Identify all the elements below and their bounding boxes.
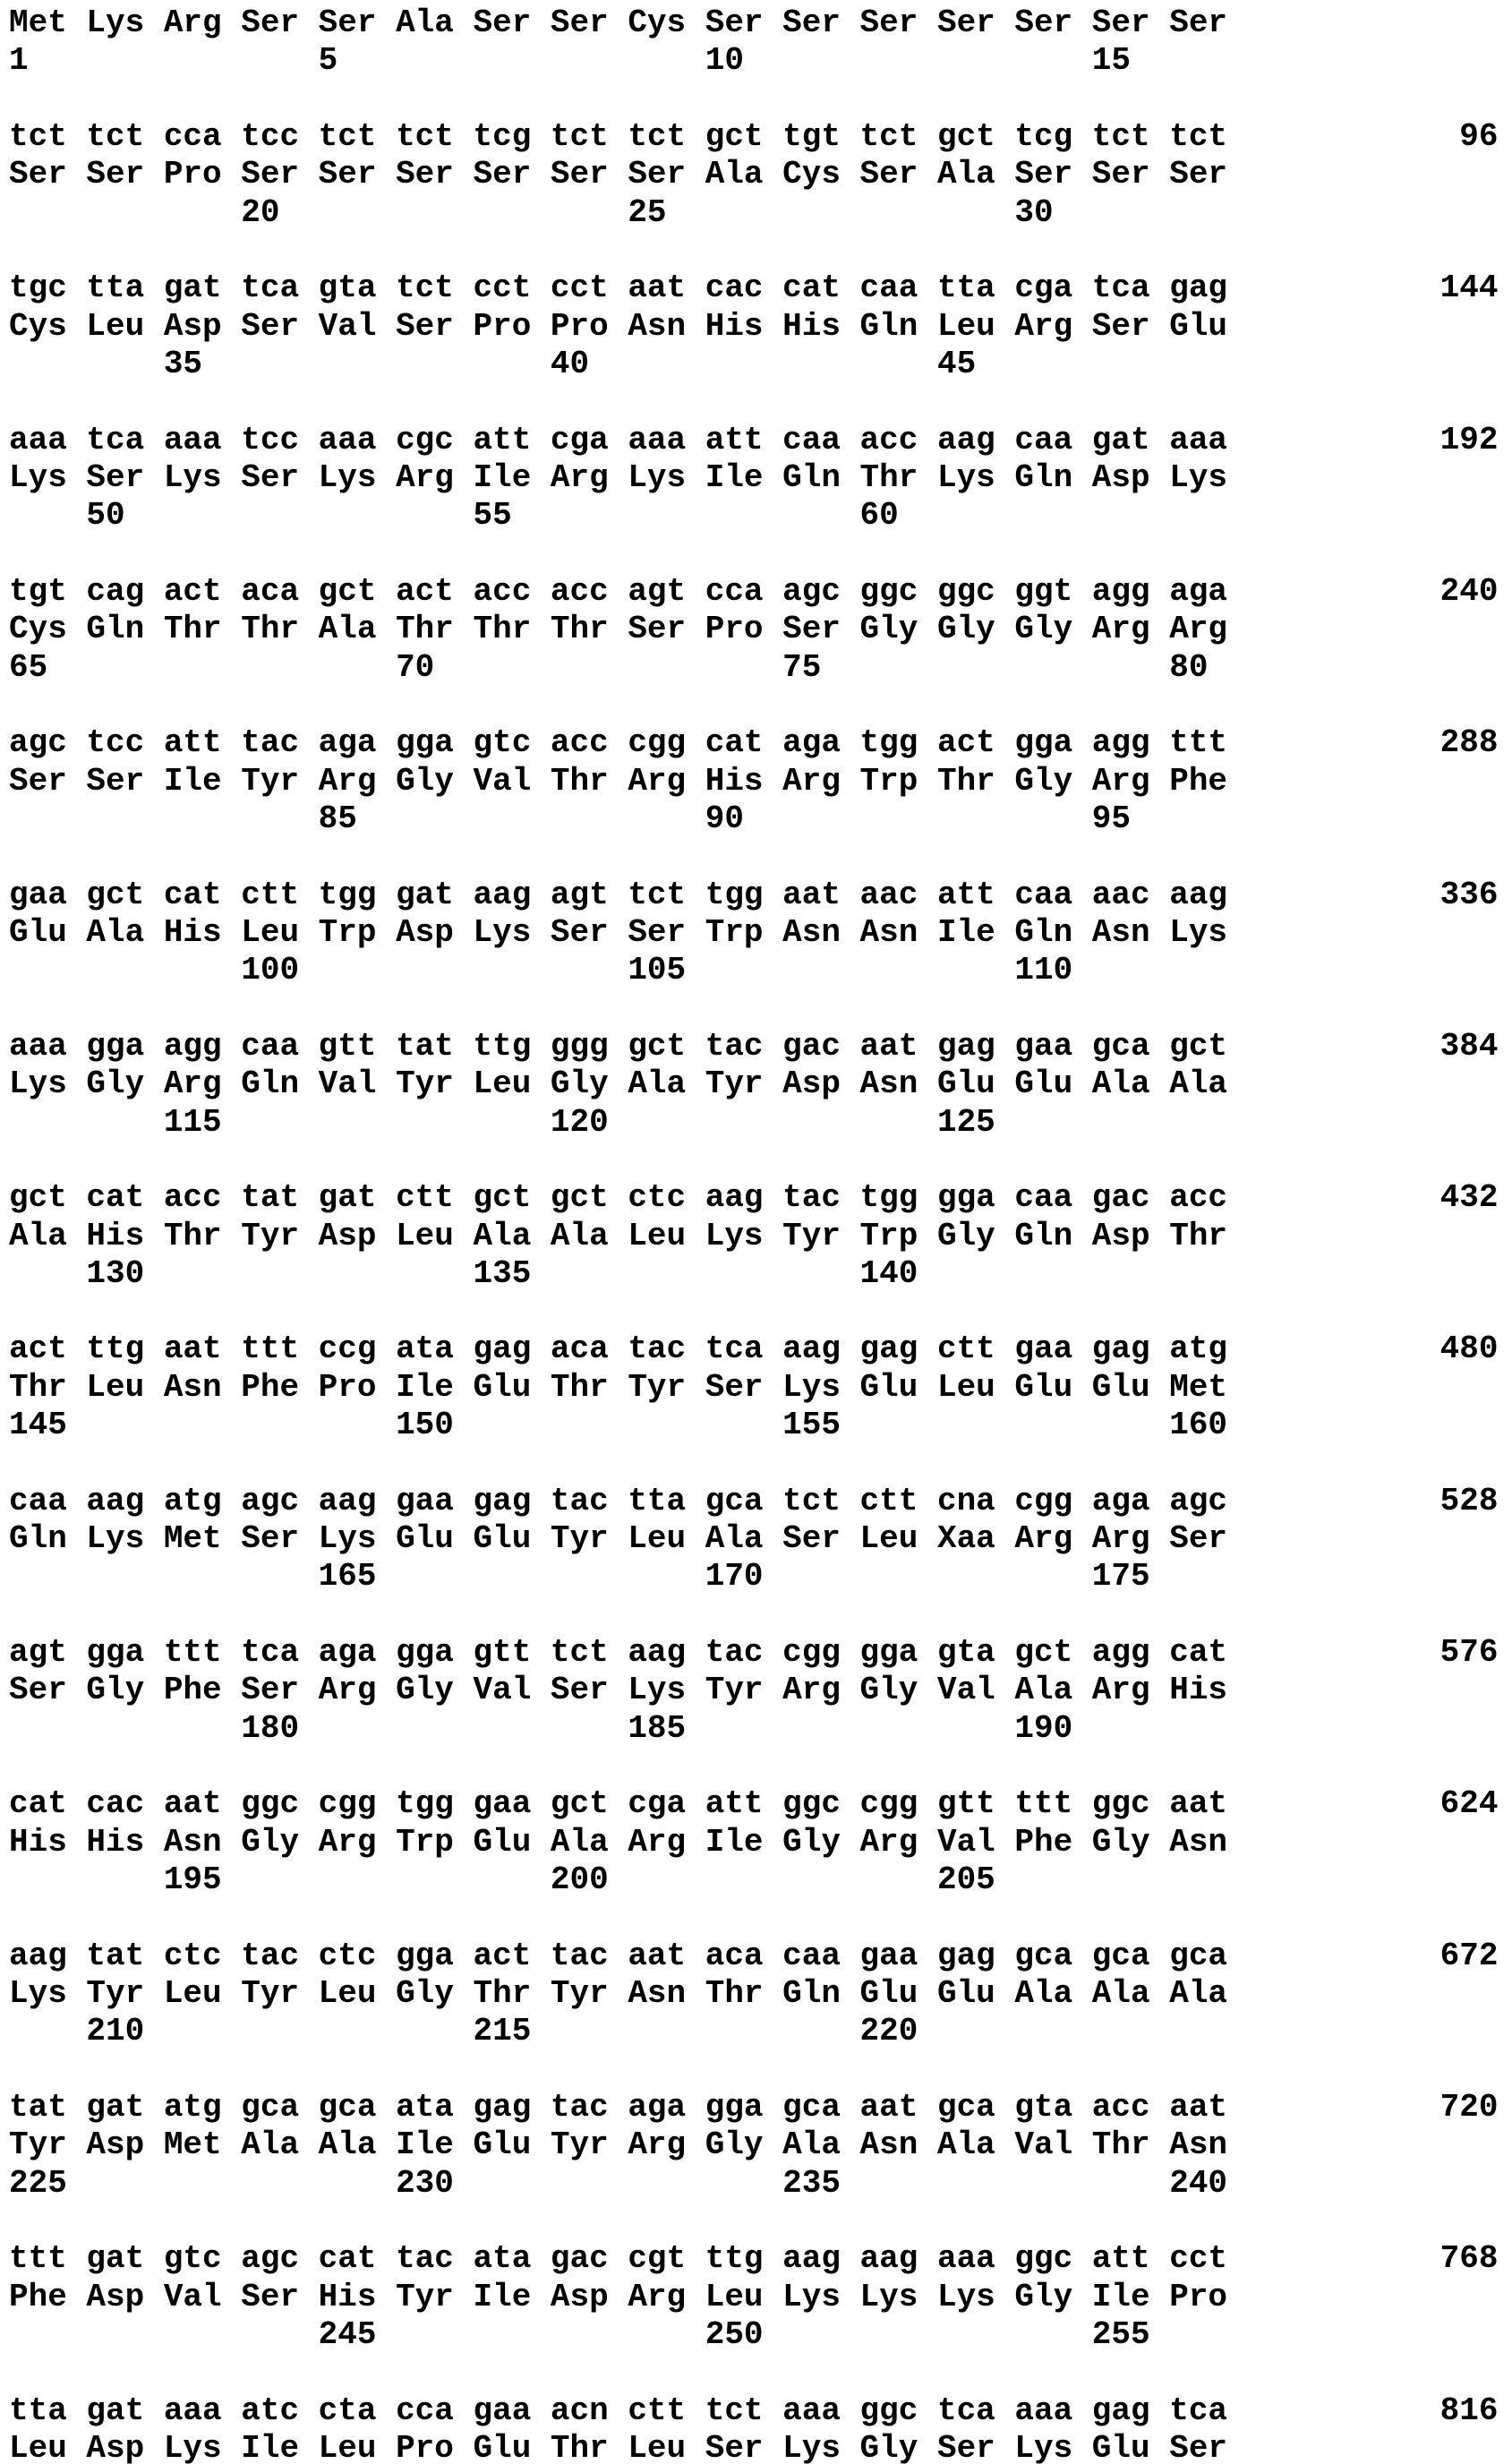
sequence-block — [9, 1028, 1512, 1142]
nucleotide-line: agc tcc att tac aga gga gtc acc cgg cat aga tgg act gga agg ttt 288 — [9, 724, 1499, 762]
sequence-block — [9, 422, 1512, 535]
residue-number-line: 65 70 75 80 — [9, 648, 1209, 686]
residue-number-line: 180 185 190 — [9, 1709, 1073, 1747]
nucleotide-line: tgt cag act aca gct act acc acc agt cca agc ggc ggc ggt agg aga 240 — [9, 572, 1499, 610]
residue-number-line: 225 230 235 240 — [9, 2164, 1228, 2202]
residue-number-line: 35 40 45 — [9, 345, 977, 382]
nucleotide-line: aaa gga agg caa gtt tat ttg ggg gct tac gac aat gag gaa gca gct 384 — [9, 1027, 1499, 1065]
nucleotide-line: tct tct cca tcc tct tct tcg tct tct gct tgt tct gct tcg tct tct 96 — [9, 117, 1499, 155]
amino-acid-line: Ala His Thr Tyr Asp Leu Ala Ala Leu Lys Tyr Trp Gly Gln Asp Thr — [9, 1217, 1228, 1254]
nucleotide-line: aag tat ctc tac ctc gga act tac aat aca caa gaa gag gca gca gca 672 — [9, 1937, 1499, 1974]
nucleotide-line: caa aag atg agc aag gaa gag tac tta gca tct ctt cna cgg aga agc 528 — [9, 1482, 1499, 1519]
nucleotide-line: tat gat atg gca gca ata gag tac aga gga gca aat gca gta acc aat 720 — [9, 2089, 1499, 2126]
nucleotide-line: tgc tta gat tca gta tct cct cct aat cac cat caa tta cga tca gag 144 — [9, 270, 1499, 307]
amino-acid-line: Phe Asp Val Ser His Tyr Ile Asp Arg Leu Lys Lys Lys Gly Ile Pro — [9, 2278, 1228, 2315]
residue-number-line: 20 25 30 — [9, 193, 1054, 231]
nucleotide-line: gct cat acc tat gat ctt gct gct ctc aag tac tgg gga caa gac acc 432 — [9, 1179, 1499, 1217]
sequence-listing — [9, 4, 1512, 2464]
nucleotide-line: act ttg aat ttt ccg ata gag aca tac tca aag gag ctt gaa gag atg 480 — [9, 1330, 1499, 1368]
amino-acid-line: Lys Gly Arg Gln Val Tyr Leu Gly Ala Tyr Asp Asn Glu Glu Ala Ala — [9, 1065, 1228, 1103]
nucleotide-line: aaa tca aaa tcc aaa cgc att cga aaa att caa acc aag caa gat aaa 192 — [9, 421, 1499, 458]
amino-acid-line: Glu Ala His Leu Trp Asp Lys Ser Ser Trp Asn Asn Ile Gln Asn Lys — [9, 913, 1228, 951]
sequence-block — [9, 877, 1512, 990]
nucleotide-line: ttt gat gtc agc cat tac ata gac cgt ttg aag aag aaa ggc att cct 768 — [9, 2240, 1499, 2278]
sequence-block — [9, 2089, 1512, 2203]
sequence-block — [9, 1483, 1512, 1596]
sequence-block — [9, 2392, 1512, 2464]
sequence-block — [9, 2240, 1512, 2354]
residue-number-line: 210 215 220 — [9, 2013, 918, 2050]
residue-number-line: 115 120 125 — [9, 1103, 995, 1141]
amino-acid-line: His His Asn Gly Arg Trp Glu Ala Arg Ile Gly Arg Val Phe Gly Asn — [9, 1823, 1228, 1861]
amino-acid-line: Lys Ser Lys Ser Lys Arg Ile Arg Lys Ile Gln Thr Lys Gln Asp Lys — [9, 458, 1228, 496]
amino-acid-line: Thr Leu Asn Phe Pro Ile Glu Thr Tyr Ser Lys Glu Leu Glu Glu Met — [9, 1368, 1228, 1406]
amino-acid-line: Leu Asp Lys Ile Leu Pro Glu Thr Leu Ser Lys Gly Ser Lys Glu Ser — [9, 2430, 1228, 2464]
amino-acid-line: Lys Tyr Leu Tyr Leu Gly Thr Tyr Asn Thr Gln Glu Glu Ala Ala Ala — [9, 1975, 1228, 2013]
residue-number-line: 145 150 155 160 — [9, 1407, 1228, 1444]
sequence-block — [9, 1330, 1512, 1444]
nucleotide-line: cat cac aat ggc cgg tgg gaa gct cga att ggc cgg gtt ttt ggc aat 624 — [9, 1785, 1499, 1823]
sequence-block — [9, 1634, 1512, 1748]
sequence-block — [9, 118, 1512, 232]
nucleotide-line: agt gga ttt tca aga gga gtt tct aag tac cgg gga gta gct agg cat 576 — [9, 1634, 1499, 1672]
residue-number-line: 85 90 95 — [9, 800, 1132, 837]
nucleotide-line: tta gat aaa atc cta cca gaa acn ctt tct aaa ggc tca aaa gag tca 816 — [9, 2391, 1499, 2429]
amino-acid-line: Cys Leu Asp Ser Val Ser Pro Pro Asn His His Gln Leu Arg Ser Glu — [9, 307, 1228, 345]
amino-acid-line: Met Lys Arg Ser Ser Ala Ser Ser Cys Ser Ser Ser Ser Ser Ser Ser — [9, 4, 1228, 41]
amino-acid-line: Cys Gln Thr Thr Ala Thr Thr Thr Ser Pro Ser Gly Gly Gly Arg Arg — [9, 611, 1228, 648]
amino-acid-line: Ser Gly Phe Ser Arg Gly Val Ser Lys Tyr Arg Gly Val Ala Arg His — [9, 1672, 1228, 1709]
residue-number-line: 130 135 140 — [9, 1254, 918, 1292]
residue-number-line: 50 55 60 — [9, 497, 899, 535]
residue-number-line: 1 5 10 15 — [9, 42, 1132, 80]
sequence-block — [9, 1179, 1512, 1293]
sequence-block — [9, 724, 1512, 838]
residue-number-line: 245 250 255 — [9, 2316, 1150, 2354]
amino-acid-line: Gln Lys Met Ser Lys Glu Glu Tyr Leu Ala Ser Leu Xaa Arg Arg Ser — [9, 1520, 1228, 1558]
sequence-block — [9, 1785, 1512, 1899]
residue-number-line: 165 170 175 — [9, 1558, 1150, 1596]
sequence-block — [9, 270, 1512, 383]
sequence-block — [9, 1938, 1512, 2051]
sequence-block — [9, 573, 1512, 687]
amino-acid-line: Ser Ser Ile Tyr Arg Gly Val Thr Arg His Arg Trp Thr Gly Arg Phe — [9, 762, 1228, 800]
amino-acid-line: Ser Ser Pro Ser Ser Ser Ser Ser Ser Ala Cys Ser Ala Ser Ser Ser — [9, 156, 1228, 193]
amino-acid-line: Tyr Asp Met Ala Ala Ile Glu Tyr Arg Gly Ala Asn Ala Val Thr Asn — [9, 2126, 1228, 2164]
sequence-block — [9, 4, 1512, 81]
nucleotide-line: gaa gct cat ctt tgg gat aag agt tct tgg aat aac att caa aac aag 336 — [9, 876, 1499, 913]
residue-number-line: 100 105 110 — [9, 952, 1073, 989]
residue-number-line: 195 200 205 — [9, 1861, 995, 1899]
